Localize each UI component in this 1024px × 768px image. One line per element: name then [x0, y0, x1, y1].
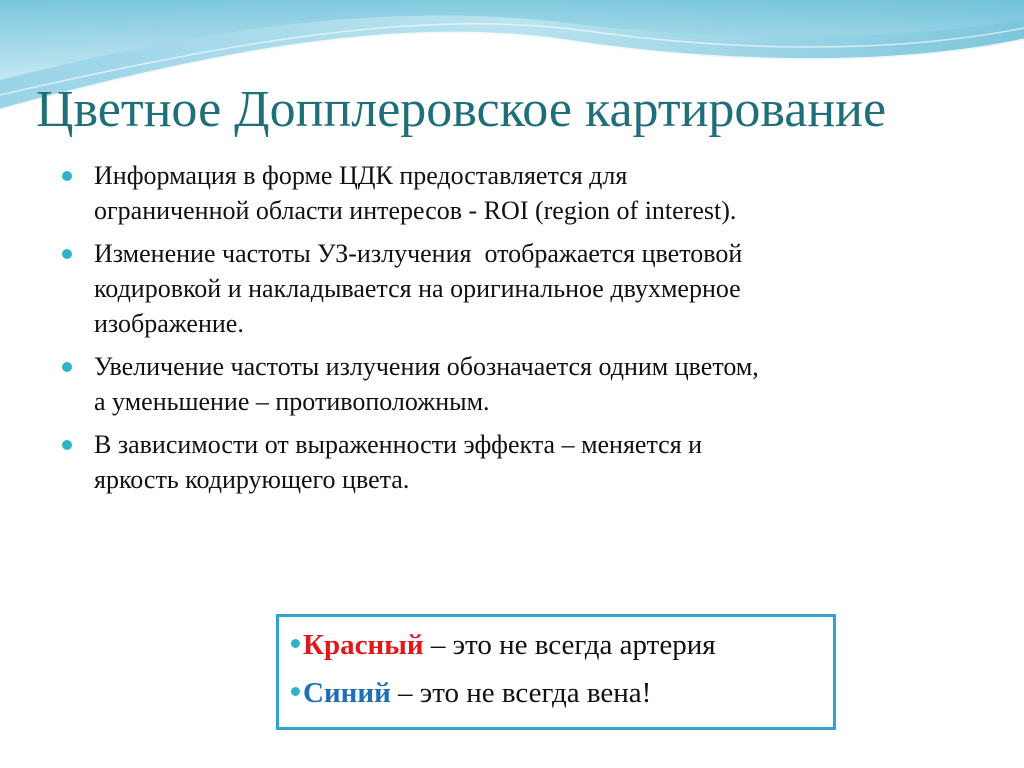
callout-line-red	[291, 627, 716, 663]
bullet-line: кодировкой и накладывается на оригинальное двухмерное	[94, 274, 741, 303]
bullet-item	[62, 236, 962, 341]
bullet-item	[62, 427, 962, 497]
callout-box	[276, 614, 836, 730]
bullet-dot-icon	[62, 171, 72, 181]
slide-title: Цветное Допплеровское картирование	[36, 81, 887, 138]
blue-word: Синий	[303, 677, 391, 709]
bullet-line: Информация в форме ЦДК предоставляется для	[94, 161, 628, 190]
bullet-line: В зависимости от выраженности эффекта – меняется и	[94, 430, 703, 459]
bullet-item	[62, 349, 962, 419]
bullet-item	[62, 158, 962, 228]
bullet-dot-icon	[62, 440, 72, 450]
bullet-line: ограниченной области интересов - ROI (region of interest).	[94, 196, 737, 225]
bullet-line: Изменение частоты УЗ-излучения отображается цветовой	[94, 239, 743, 268]
bullet-line: яркость кодирующего цвета.	[94, 465, 410, 494]
bullet-list	[62, 158, 962, 505]
bullet-line: а уменьшение – противоположным.	[94, 387, 490, 416]
bullet-dot-icon	[291, 639, 300, 648]
bullet-dot-icon	[62, 362, 72, 372]
callout-text: – это не всегда артерия	[423, 629, 716, 661]
bullet-dot-icon	[291, 687, 300, 696]
callout-line-blue	[291, 675, 651, 711]
callout-text: – это не всегда вена!	[390, 677, 652, 709]
bullet-line: Увеличение частоты излучения обозначается одним цветом,	[94, 352, 759, 381]
bullet-line: изображение.	[94, 309, 244, 338]
red-word: Красный	[303, 629, 424, 661]
bullet-dot-icon	[62, 249, 72, 259]
